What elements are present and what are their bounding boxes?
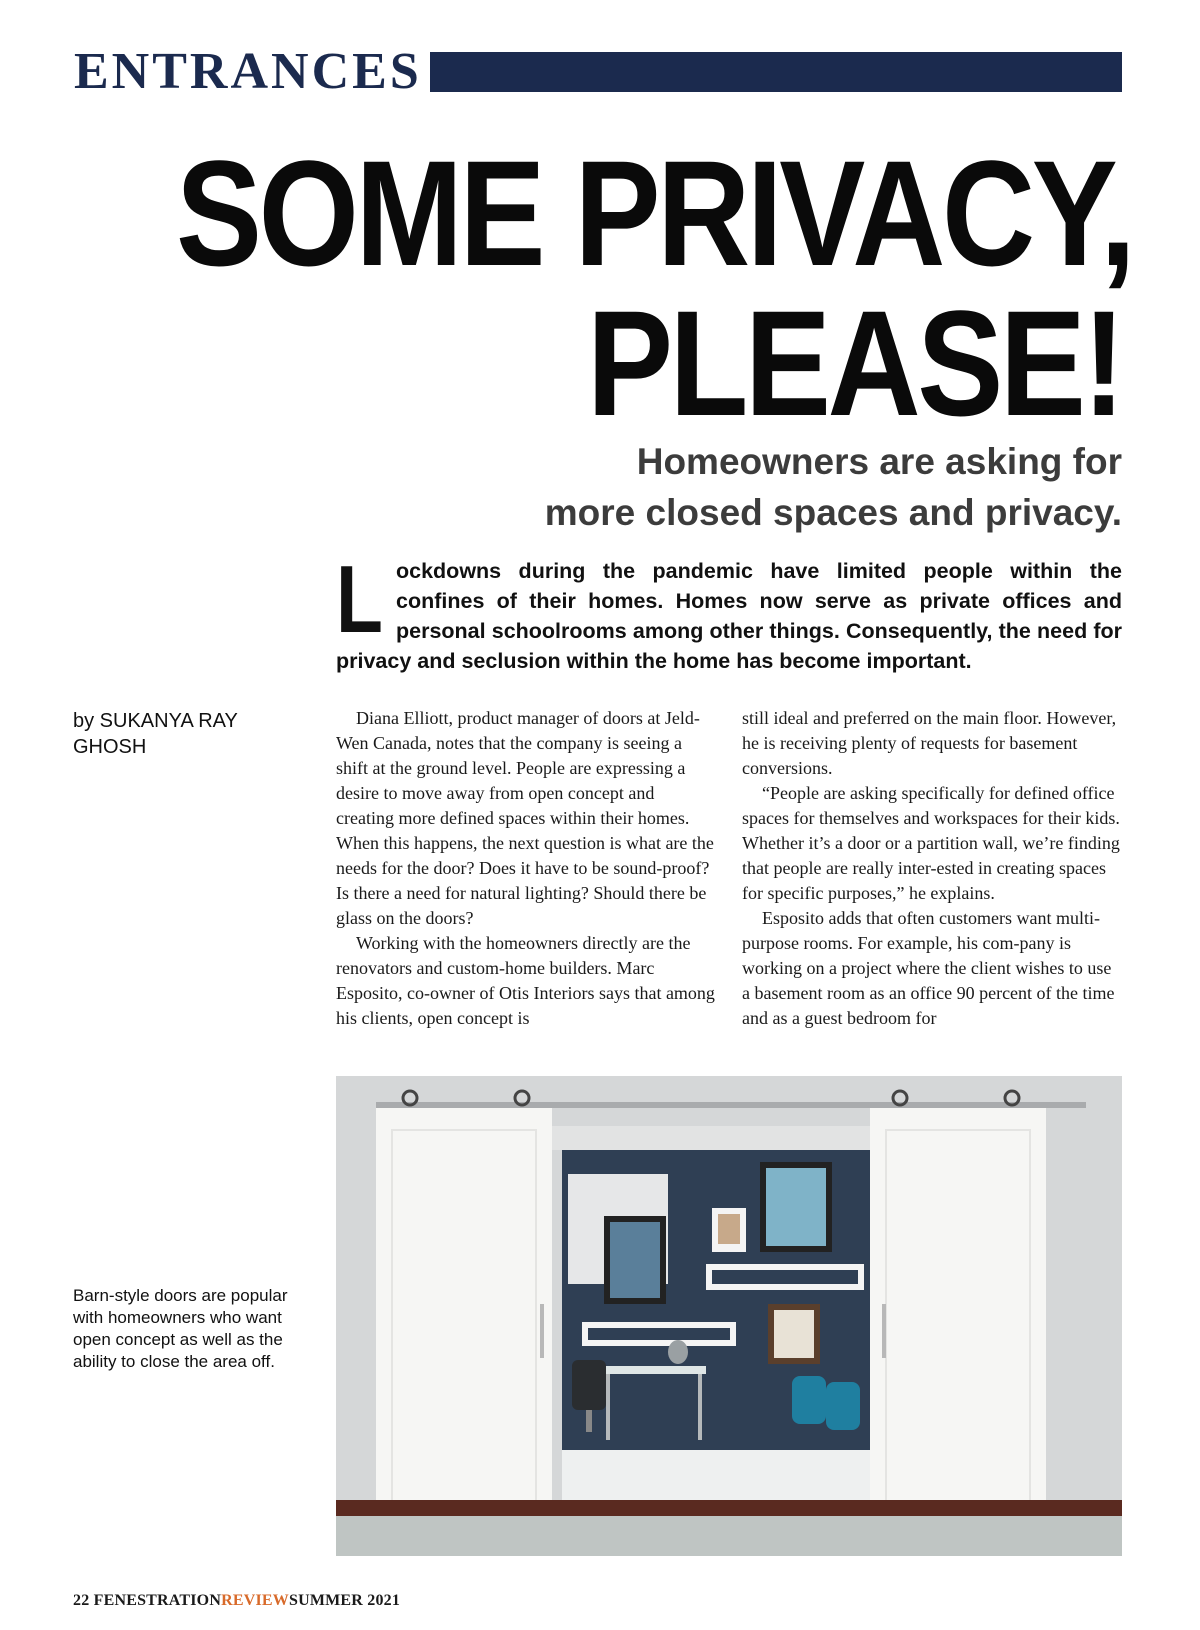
left-barn-door: [376, 1108, 552, 1540]
magazine-name-b: REVIEW: [221, 1592, 289, 1609]
body-paragraph: Diana Elliott, product manager of doors at Jeld-Wen Canada, notes that the company is seeing a shift at the ground level. People are expressing a desire to move away from open concept and creating more defined spaces within their homes. When this happens, the next question is what are the needs for the door? Does it have to be sound-proof? Is there a need for natural lighting? Should there be glass on the doors?: [336, 708, 714, 928]
office-chair: [572, 1360, 606, 1410]
body-column-2: [742, 706, 1122, 1031]
magazine-name-a: FENESTRATION: [93, 1592, 222, 1609]
shelf-lower-inner: [588, 1328, 730, 1340]
blue-chair: [826, 1382, 860, 1430]
desk-top: [602, 1366, 706, 1374]
right-barn-door: [870, 1108, 1046, 1540]
intro-text: ockdowns during the pandemic have limited people within the confines of their homes. Homes now serve as private offices and personal schoolrooms among other things. Consequently, the need for privacy and seclusion within the home has become important.: [336, 559, 1122, 673]
section-bar: [430, 52, 1122, 92]
art-1: [610, 1222, 660, 1298]
drop-cap: L: [336, 546, 383, 653]
art-3: [718, 1214, 740, 1244]
deck-line-1: Homeowners are asking for: [636, 441, 1122, 482]
photo-caption: Barn-style doors are popular with homeowners who want open concept as well as the ability to close the area off.: [73, 1286, 288, 1371]
chair-post: [586, 1410, 592, 1432]
barn-door-photo: [336, 1076, 1122, 1556]
desk-leg: [698, 1374, 702, 1440]
body-paragraph: Esposito adds that often customers want multi-purpose rooms. For example, his com-pany is working on a project where the client wishes to use a basement room as an office 90 percent of the time and as a guest bedroom for: [742, 908, 1115, 1028]
headline-line-1: SOME PRIVACY,: [176, 129, 1133, 297]
barn-door-illustration: [336, 1076, 1122, 1556]
section-label: ENTRANCES: [74, 43, 422, 100]
desk-leg: [606, 1374, 610, 1440]
blue-chair: [792, 1376, 826, 1424]
headline: [22, 129, 1133, 447]
right-door-handle: [882, 1304, 886, 1358]
body-column-1: [336, 706, 716, 1031]
header-trim: [546, 1126, 886, 1150]
left-door-handle: [540, 1304, 544, 1358]
shelf-upper-inner: [712, 1270, 858, 1284]
body-paragraph: “People are asking specifically for defined office spaces for themselves and workspaces for their kids. Whether it’s a door or a partition wall, we’re finding that people are really inter-ested in creating spaces for specific purposes,” he explains.: [742, 783, 1120, 903]
deck: [402, 436, 1122, 538]
rug: [336, 1516, 1122, 1556]
barn-door-rail: [376, 1102, 1086, 1108]
headline-line-2: PLEASE!: [586, 279, 1122, 447]
deck-line-2: more closed spaces and privacy.: [544, 492, 1122, 533]
byline: by SUKANYA RAY GHOSH: [73, 710, 238, 758]
art-2: [766, 1168, 826, 1246]
art-4: [774, 1310, 814, 1358]
intro-paragraph: [336, 546, 1122, 676]
body-paragraph: Working with the homeowners directly are the renovators and custom-home builders. Marc Esposito, co-owner of Otis Interiors says that among his clients, open concept is: [336, 933, 715, 1028]
vase: [668, 1340, 688, 1364]
issue-label: SUMMER 2021: [288, 1592, 401, 1609]
room-floor: [562, 1450, 880, 1500]
body-paragraph: still ideal and preferred on the main floor. However, he is receiving plenty of requests for basement conversions.: [742, 708, 1117, 778]
page-number: 22: [73, 1592, 90, 1609]
page-footer: [73, 1592, 400, 1610]
